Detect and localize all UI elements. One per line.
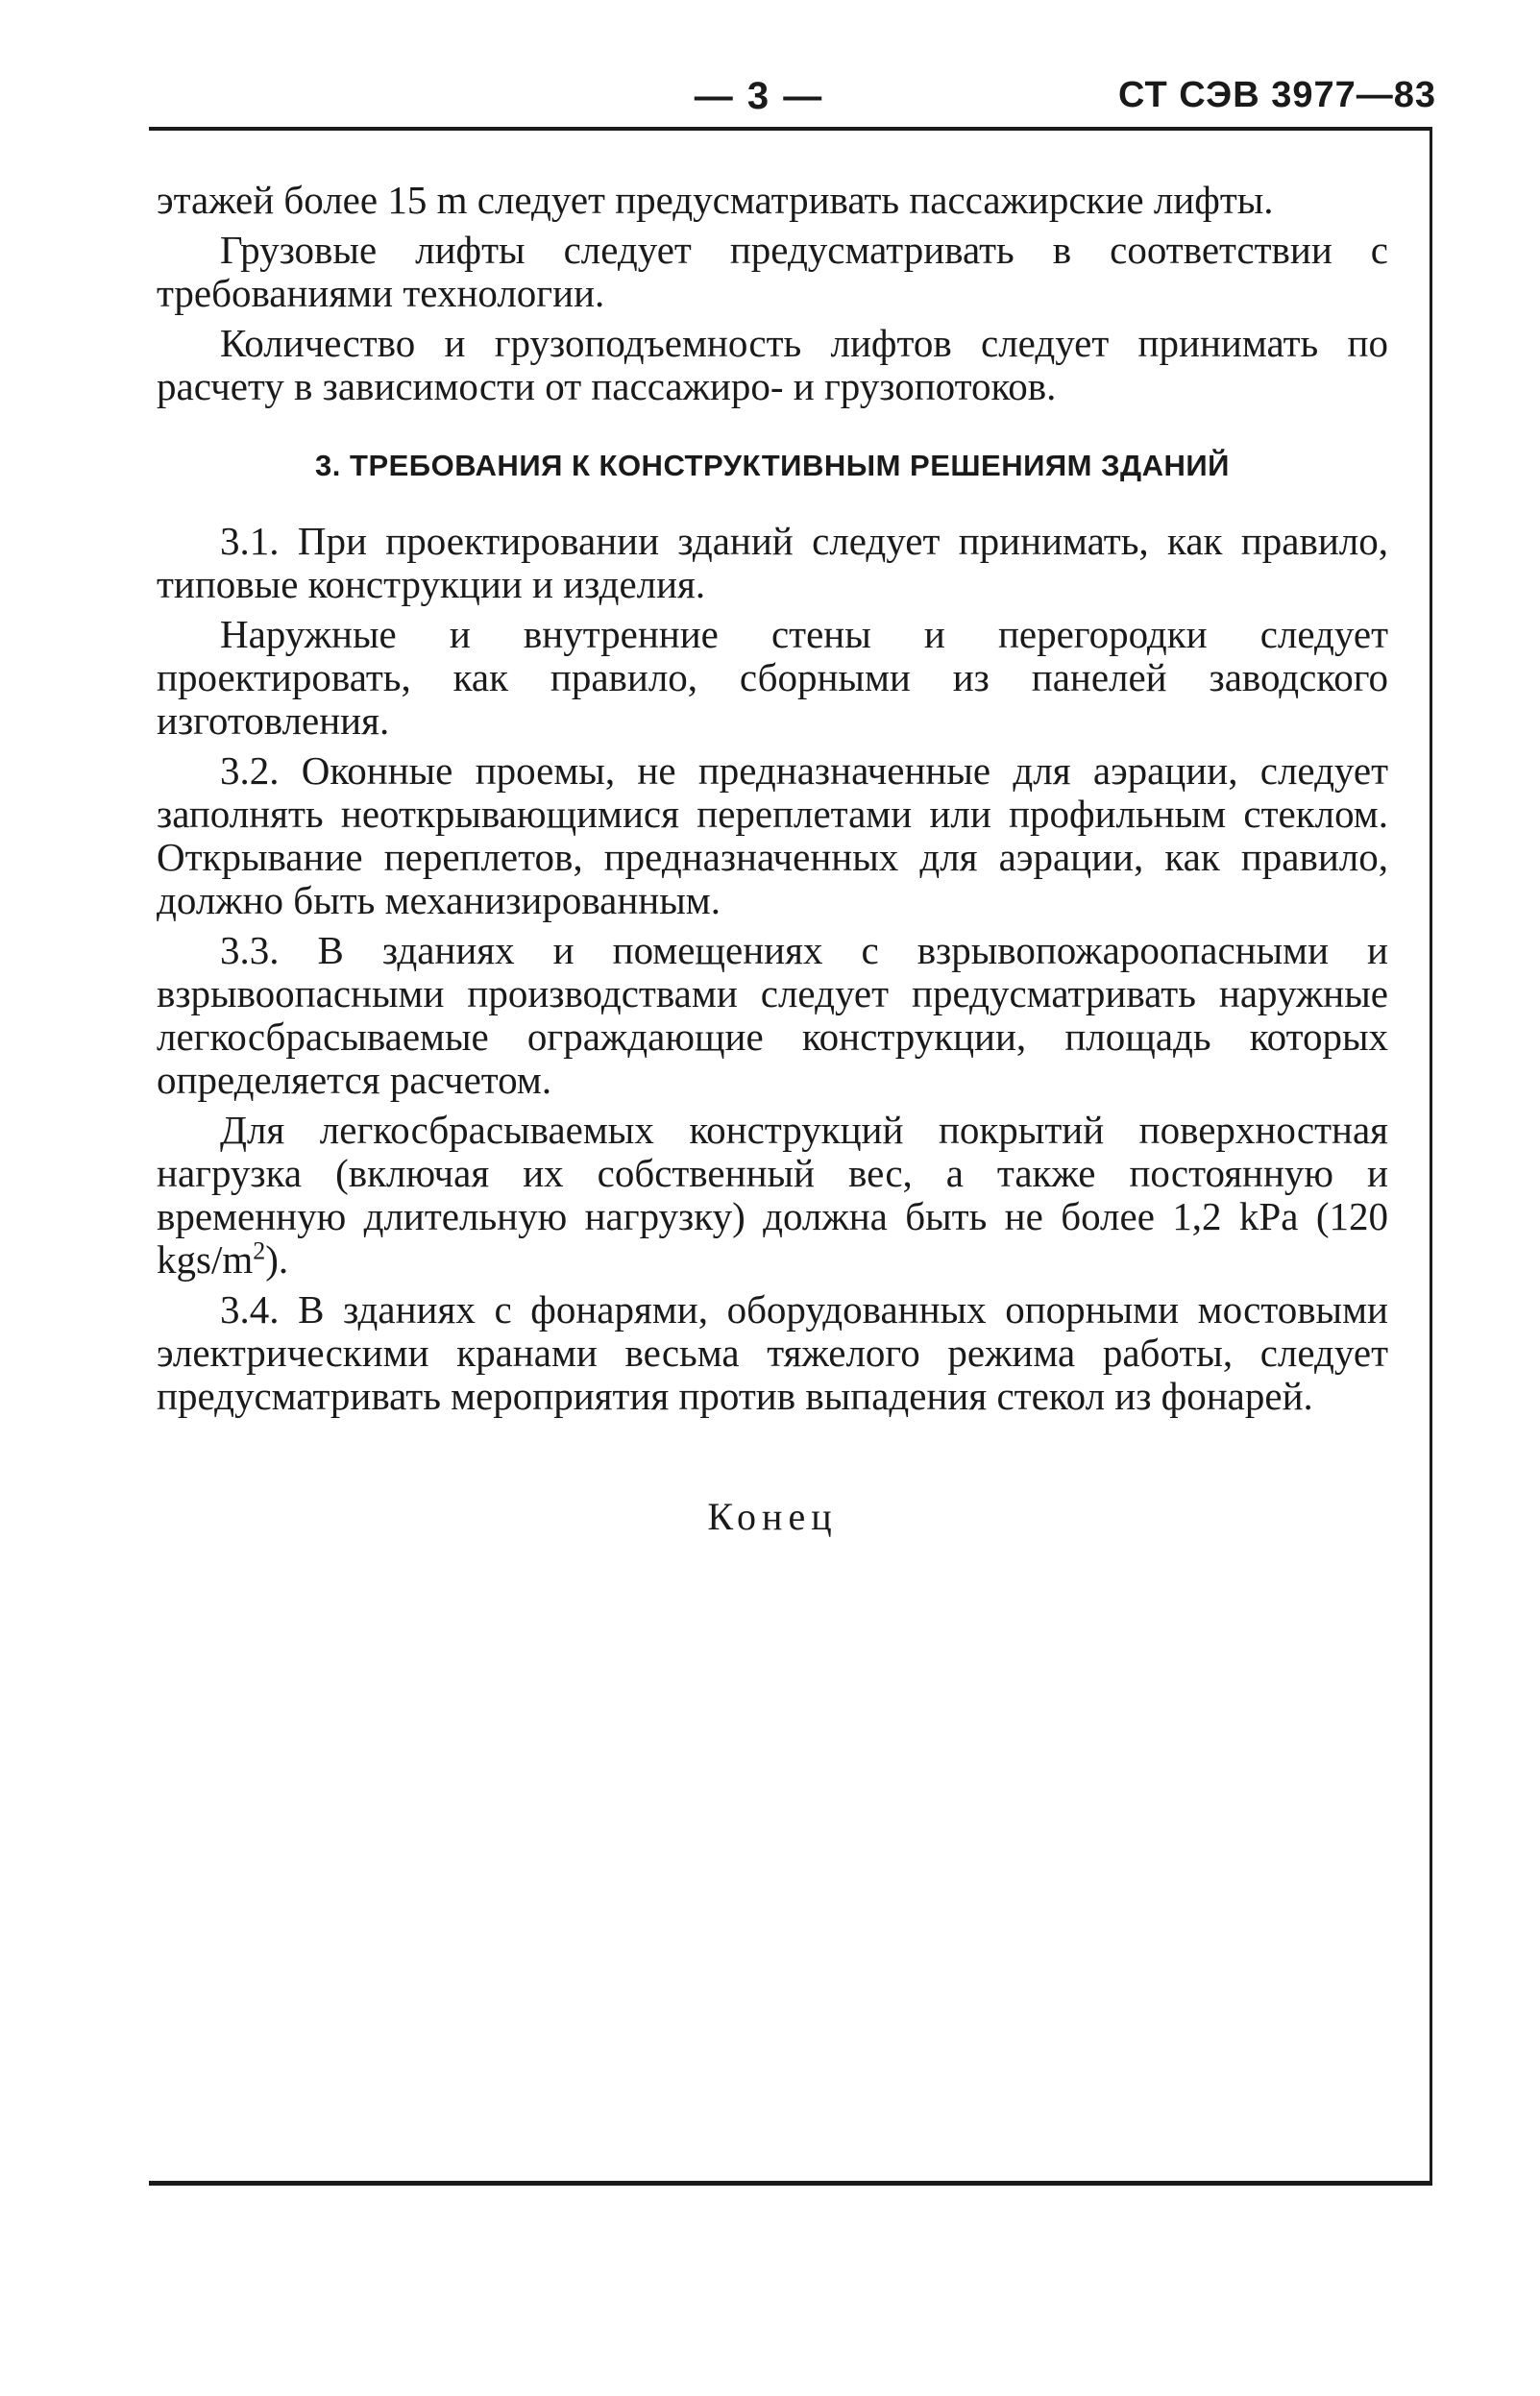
superscript-two: 2 <box>253 1236 266 1265</box>
paragraph-3-3: 3.3. В зданиях и помещениях с взрывопожароопасными и взрывоопасными производствами следует предусматривать наружные легкосбрасываемые ограждающие конструкции, площадь которых определяется расчетом. <box>157 928 1388 1102</box>
paragraph-lifts-continued: этажей более 15 m следует предусматривать пассажирские лифты. <box>157 178 1274 222</box>
footer-rule <box>149 2181 1432 2186</box>
section-heading: 3. ТРЕБОВАНИЯ К КОНСТРУКТИВНЫМ РЕШЕНИЯМ ЗДАНИЙ <box>315 449 1230 482</box>
paragraph-3-2: 3.2. Оконные проемы, не предназначенные для аэрации, следует заполнять неоткрывающимися переплетами или профильным стеклом. Открывание переплетов, предназначенных для аэрации, как правило, должно быть механизированным. <box>157 748 1388 922</box>
end-mark: Конец <box>707 1495 838 1538</box>
paragraph-roof-load <box>157 1109 1388 1282</box>
document-code: СТ СЭВ 3977—83 <box>1117 75 1436 115</box>
paragraph-3-4: 3.4. В зданиях с фонарями, оборудованных опорными мостовыми электрическими кранами весьма тяжелого режима работы, следует предусматривать мероприятия против выпадения стекол из фонарей. <box>157 1287 1388 1418</box>
roof-load-end: ). <box>265 1237 289 1282</box>
header-rule <box>149 127 1431 131</box>
page-number: — 3 — <box>694 75 824 117</box>
paragraph-3-1: 3.1. При проектировании зданий следует принимать, как правило, типовые конструкции и изделия. <box>157 519 1388 606</box>
paragraph-lift-capacity: Количество и грузоподъемность лифтов следует принимать по расчету в зависимости от пассажиро- и грузопотоков. <box>157 321 1388 408</box>
paragraph-walls: Наружные и внутренние стены и перегородки следует проектировать, как правило, сборными из панелей заводского изготовления. <box>157 612 1388 743</box>
page-header <box>0 0 1540 134</box>
right-margin-rule <box>1430 127 1432 2183</box>
paragraph-freight-lifts: Грузовые лифты следует предусматривать в соответствии с требованиями технологии. <box>157 228 1388 315</box>
roof-load-text: Для легкосбрасываемых конструкций покрытий поверхностная нагрузка (включая их собственный вес, а также постоянную и временную длительную нагрузку) должна быть не более 1,2 kPa (120 kgs/m <box>157 1108 1388 1282</box>
page-body <box>157 179 1388 1538</box>
